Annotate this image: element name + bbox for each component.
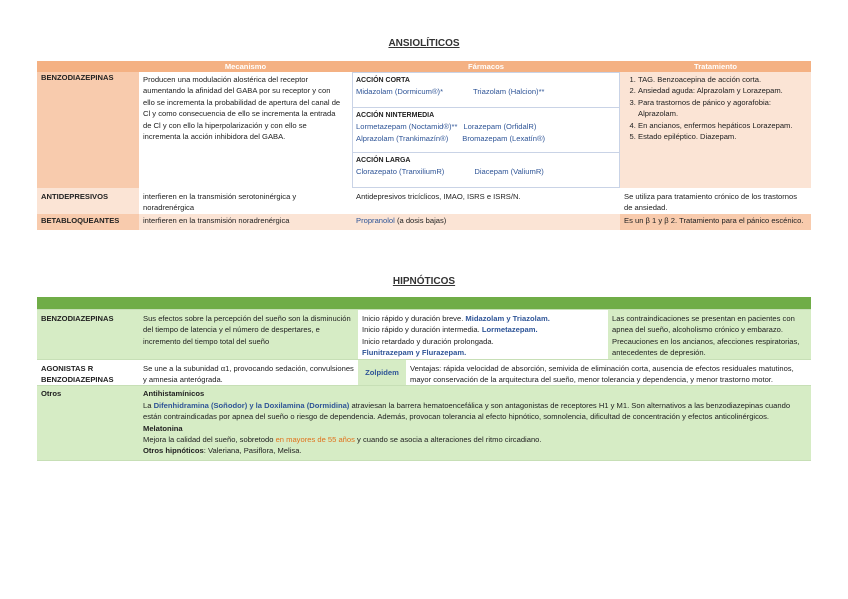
- melatonina-head: Melatonina: [143, 423, 183, 433]
- hipnoticos-header-row: [37, 297, 811, 310]
- antihist-text: atraviesan la barrera hematoencefálica y son antagonistas de receptores H1 y M1. Son alternativos a las benzodiazepinas cuando están contraindicadas por apnea del sueño o riesgo de dependencia. Además, provocan tolerancia al efecto hipnótico, somnolencia, dificultad de concentración y efectos anticolinérgicos.: [143, 400, 791, 422]
- inicio-2-text: Inicio rápido y duración intermedia.: [362, 325, 482, 335]
- tratamiento-item: 4. En ancianos, enfermos hepáticos Lorazepam.: [638, 120, 807, 131]
- drug-difenhidramina: Difenhidramina (Soñodor) y la Doxilamina (Dormidina): [153, 400, 350, 410]
- tratamiento-item: 2. Ansiedad aguda: Alprazolam y Lorazepam.: [638, 85, 807, 96]
- ansioliticos-title: ANSIOLÍTICOS: [388, 38, 460, 49]
- drug-alprazolam: Alprazolam (Trankimazín®): [356, 133, 449, 143]
- drug-lormetazepam-hip: Lormetazepam.: [481, 325, 538, 335]
- benzo-farmacos: [352, 72, 620, 188]
- drug-midazolam-triazolam: Midazolam y Triazolam.: [465, 314, 550, 323]
- hipnoticos-table: [37, 297, 811, 461]
- betabloq-label: BETABLOQUEANTES: [37, 214, 139, 230]
- benzo-tratamiento: [620, 72, 811, 188]
- inicio-1-text: Inicio rápido y duración breve.: [362, 314, 466, 323]
- row-antidepresivos: [37, 188, 811, 214]
- agonistas-label: AGONISTAS R BENZODIAZEPINAS: [37, 359, 139, 386]
- ansioliticos-header-row: [37, 61, 811, 72]
- header-farmacos: Fármacos: [352, 61, 620, 72]
- melatonina-text: [143, 434, 807, 445]
- mel-highlight: en mayores de 55 años: [275, 435, 355, 445]
- propranolol-note: (a dosis bajas): [394, 215, 447, 225]
- hip-benzo-contra: Las contraindicaciones se presentan en pacientes con apnea del sueño, alcoholismo crónico y embarazo. Precauciones en los ancianos, afecciones respiratorias, antecedentes de depresión.: [608, 310, 811, 360]
- row-benzodiazepinas: [37, 72, 811, 188]
- hipnoticos-header-bar: [37, 297, 811, 310]
- accion-larga-box: [352, 153, 620, 188]
- accion-intermedia-head: ACCIÓN NINTERMEDIA: [356, 112, 435, 119]
- betabloq-farmacos: [352, 214, 620, 230]
- agonistas-farmaco: [358, 359, 406, 386]
- header-mecanismo: Mecanismo: [139, 61, 352, 72]
- accion-corta-box: [352, 72, 620, 108]
- drug-lorazepam: Lorazepam (OrfidalR): [463, 122, 537, 132]
- row-otros: [37, 386, 811, 460]
- mel-post: y cuando se asocia a alteraciones del ritmo circadiano.: [354, 435, 542, 445]
- drug-clorazepato: Clorazepato (TranxiliumR): [356, 167, 445, 177]
- accion-intermedia-box: [352, 108, 620, 153]
- benzo-mecanismo: Producen una modulación alostérica del receptor aumentando la afinidad del GABA por su receptor y con ello se incrementa la probabilidad de apertura del canal de Cl y como consecuencia de ello se incrementa la entrada de Cl y con ello la hiperpolarización y con ello se incrementa la acción inhibidora del GABA.: [139, 72, 352, 188]
- tratamiento-list: [624, 74, 807, 142]
- antihistaminicos-head: Antihistamínicos: [143, 389, 205, 399]
- antidep-tratamiento: Se utiliza para tratamiento crónico de los trastornos de ansiedad.: [620, 188, 811, 214]
- antidep-farmacos: Antidepresivos tricíclicos, IMAO, ISRS e ISRS/N.: [352, 188, 620, 214]
- antihist-pre: La: [143, 400, 154, 410]
- antidep-label: ANTIDEPRESIVOS: [37, 188, 139, 214]
- header-empty: [37, 61, 139, 72]
- agonistas-ventajas: Ventajas: rápida velocidad de absorción, semivida de eliminación corta, ausencia de efectos residuales matutinos, mayor conservación de la arquitectura del sueño, menor tolerancia y dependencia, y menor trastorno motor.: [406, 359, 811, 386]
- antidep-mecanismo: interfieren en la transmisión serotoninérgica y noradrenérgica: [139, 188, 352, 214]
- hip-benzo-inicio: [358, 310, 608, 360]
- ansioliticos-table: [37, 61, 811, 230]
- row-agonistas: [37, 359, 811, 386]
- hip-benzo-efectos: Sus efectos sobre la percepción del sueño son la disminución del tiempo de latencia y el número de despertares, e incremento del tiempo total del sueño: [139, 310, 358, 360]
- drug-lormetazepam: Lormetazepam (Noctamid®)**: [356, 122, 458, 132]
- header-tratamiento: Tratamiento: [620, 61, 811, 72]
- row-hip-benzodiazepinas: [37, 310, 811, 360]
- inicio-3-text: Inicio retardado y duración prolongada.: [362, 336, 494, 346]
- drug-midazolam: Midazolam (Dormicum®)*: [356, 87, 444, 97]
- row-betabloqueantes: [37, 214, 811, 230]
- agonistas-efectos: Se une a la subunidad α1, provocando sedación, convulsiones y amnesia anterógrada.: [139, 359, 358, 386]
- drug-propranolol: Propranolol: [356, 215, 395, 225]
- antihistaminicos-text: [143, 400, 807, 423]
- accion-corta-head: ACCIÓN CORTA: [356, 77, 410, 84]
- mel-pre: Mejora la calidad del sueño, sobretodo: [143, 435, 276, 445]
- otros-content: [139, 386, 811, 460]
- hipnoticos-title: HIPNÓTICOS: [392, 276, 456, 287]
- drug-zolpidem: Zolpidem: [365, 367, 399, 377]
- drug-triazolam: Triazolam (Halcion)**: [473, 87, 545, 97]
- otros-hipnoticos-head: Otros hipnóticos: [143, 446, 204, 456]
- tratamiento-item: 5. Estado epiléptico. Diazepam.: [638, 131, 807, 142]
- tratamiento-item: 1. TAG. Benzoacepina de acción corta.: [638, 74, 807, 85]
- otros-label: Otros: [37, 386, 139, 460]
- benzo-label: BENZODIAZEPINAS: [37, 72, 139, 188]
- drug-diacepam: Diacepam (ValiumR): [474, 167, 544, 177]
- otros-hipnoticos-text: : Valeriana, Pasiflora, Melisa.: [203, 446, 302, 456]
- hip-benzo-label: BENZODIAZEPINAS: [37, 310, 139, 360]
- betabloq-mecanismo: interfieren en la transmisión noradrenérgica: [139, 214, 352, 230]
- drug-bromazepam: Bromazepam (Lexatín®): [462, 133, 546, 143]
- betabloq-tratamiento: Es un β 1 y β 2. Tratamiento para el pánico escénico.: [620, 214, 811, 230]
- tratamiento-item: 3. Para trastornos de pánico y agorafobia: Alprazolam.: [638, 97, 807, 120]
- otros-hipnoticos: [143, 445, 807, 456]
- drug-flunitrazepam: Flunitrazepam y Flurazepam.: [362, 348, 467, 358]
- accion-larga-head: ACCIÓN LARGA: [356, 157, 411, 164]
